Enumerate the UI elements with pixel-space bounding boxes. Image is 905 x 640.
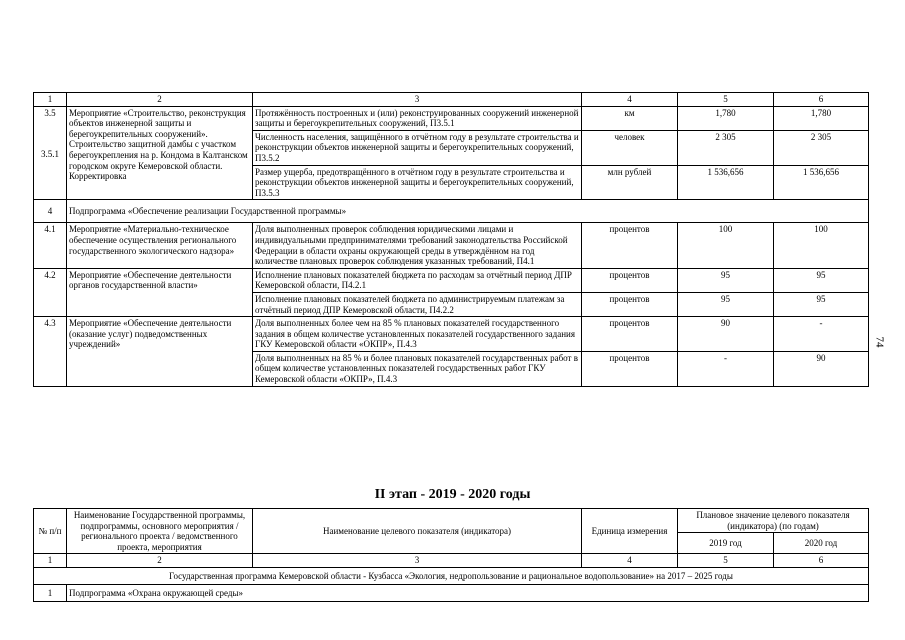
row-number-cell	[34, 106, 67, 200]
indicator-name: Исполнение плановых показателей бюджета по расходам за отчётный период ДПР Кемеровской области, П4.2.1	[253, 268, 582, 292]
value-year-1: 1 536,656	[678, 165, 774, 200]
unit: человек	[582, 130, 678, 165]
indicator-name: Доля выполненных более чем на 85 % плановых показателей государственного задания в общем количестве установленных показателей государственного задания ГКУ Кемеровской области «ОКПР», П.4.3	[253, 317, 582, 352]
value-year-2: 95	[774, 268, 869, 292]
column-number: 4	[582, 93, 678, 107]
page-number: 74	[873, 336, 886, 348]
header-year-1: 2019 год	[678, 533, 774, 554]
table-row	[34, 106, 869, 130]
column-number-row	[34, 93, 869, 107]
section-row	[34, 584, 869, 601]
header-number: № п/п	[34, 509, 67, 554]
value-year-2: 100	[774, 223, 869, 268]
column-number: 4	[582, 554, 678, 568]
section-title: Подпрограмма «Охрана окружающей среды»	[67, 584, 869, 601]
value-year-1: 1,780	[678, 106, 774, 130]
header-indicator: Наименование целевого показателя (индикатора)	[253, 509, 582, 554]
column-number: 5	[678, 93, 774, 107]
value-year-1: 95	[678, 292, 774, 316]
unit: процентов	[582, 268, 678, 292]
row-number: 1	[34, 584, 67, 601]
indicator-name: Доля выполненных проверок соблюдения юридическими лицами и индивидуальными предпринимателями требований законодательства Российской Федерации в области охраны окружающей среды в утверждённом на год количестве плановых проверок соблюдения указанных требований, П4.1	[253, 223, 582, 268]
program-row	[34, 567, 869, 584]
column-number: 6	[774, 93, 869, 107]
header-unit: Единица измерения	[582, 509, 678, 554]
value-year-1: 100	[678, 223, 774, 268]
column-number: 1	[34, 554, 67, 568]
value-year-2: 2 305	[774, 130, 869, 165]
unit: км	[582, 106, 678, 130]
indicator-name: Размер ущерба, предотвращённого в отчётном году в результате строительства и реконструкции объектов инженерной защиты и берегоукрепительных сооружений, П3.5.3	[253, 165, 582, 200]
column-number: 1	[34, 93, 67, 107]
header-name: Наименование Государственной программы, подпрограммы, основного мероприятия / регионального проекта / ведомственного проекта, мероприятия	[67, 509, 253, 554]
indicator-name: Протяжённость построенных и (или) реконструированных сооружений инженерной защиты и берегоукрепительных сооружений, П3.5.1	[253, 106, 582, 130]
unit: процентов	[582, 317, 678, 352]
measure-name: Мероприятие «Материально-техническое обеспечение осуществления регионального государственного экологического надзора»	[67, 223, 253, 268]
measure-name: Мероприятие «Обеспечение деятельности (оказание услуг) подведомственных учреждений»	[67, 317, 253, 387]
header-plan: Плановое значение целевого показателя (индикатора) (по годам)	[678, 509, 869, 533]
row-number: 4	[34, 200, 67, 223]
value-year-2: 90	[774, 351, 869, 386]
column-number: 2	[67, 554, 253, 568]
indicator-name: Численность населения, защищённого в отчётном году в результате строительства и реконструкции объектов инженерной защиты и берегоукрепительных сооружений, П3.5.2	[253, 130, 582, 165]
row-number: 4.1	[34, 223, 67, 268]
value-year-2: 1,780	[774, 106, 869, 130]
value-year-2: 1 536,656	[774, 165, 869, 200]
value-year-2: -	[774, 317, 869, 352]
unit: процентов	[582, 351, 678, 386]
column-number: 2	[67, 93, 253, 107]
measure-name: Мероприятие «Обеспечение деятельности органов государственной власти»	[67, 268, 253, 316]
indicator-name: Исполнение плановых показателей бюджета по администрируемым платежам за отчётный период ДПР Кемеровской области, П4.2.2	[253, 292, 582, 316]
value-year-1: -	[678, 351, 774, 386]
value-year-2: 95	[774, 292, 869, 316]
section-title: Подпрограмма «Обеспечение реализации Государственной программы»	[67, 200, 869, 223]
value-year-1: 2 305	[678, 130, 774, 165]
value-year-1: 95	[678, 268, 774, 292]
measure-name: Мероприятие «Строительство, реконструкция объектов инженерной защиты и берегоукрепительных сооружений». Строительство защитной дамбы с участком берегоукрепления на р. Кондома в Калтанском городском округе Кемеровской области. Корректировка	[67, 106, 253, 200]
row-number: 3.5.1	[41, 149, 59, 160]
indicators-table-stage-1	[33, 92, 869, 387]
row-number: 3.5	[44, 107, 56, 118]
table-row	[34, 223, 869, 268]
unit: процентов	[582, 223, 678, 268]
header-year-2: 2020 год	[774, 533, 869, 554]
column-number: 3	[253, 93, 582, 107]
header-row	[34, 509, 869, 533]
column-number: 6	[774, 554, 869, 568]
section-row	[34, 200, 869, 223]
column-number-row	[34, 554, 869, 568]
program-title: Государственная программа Кемеровской области - Кузбасса «Экология, недропользование и рациональное водопользование» на 2017 – 2025 годы	[34, 567, 869, 584]
indicator-name: Доля выполненных на 85 % и более плановых показателей государственных работ в общем количестве установленных показателей государственных работ ГКУ Кемеровской области «ОКПР», П.4.3	[253, 351, 582, 386]
table-row	[34, 317, 869, 352]
unit: млн рублей	[582, 165, 678, 200]
table-row	[34, 268, 869, 292]
row-number: 4.2	[34, 268, 67, 316]
unit: процентов	[582, 292, 678, 316]
value-year-1: 90	[678, 317, 774, 352]
stage-title: II этап - 2019 - 2020 годы	[374, 487, 531, 502]
row-number: 4.3	[34, 317, 67, 387]
indicators-table-stage-2	[33, 508, 869, 602]
column-number: 5	[678, 554, 774, 568]
column-number: 3	[253, 554, 582, 568]
